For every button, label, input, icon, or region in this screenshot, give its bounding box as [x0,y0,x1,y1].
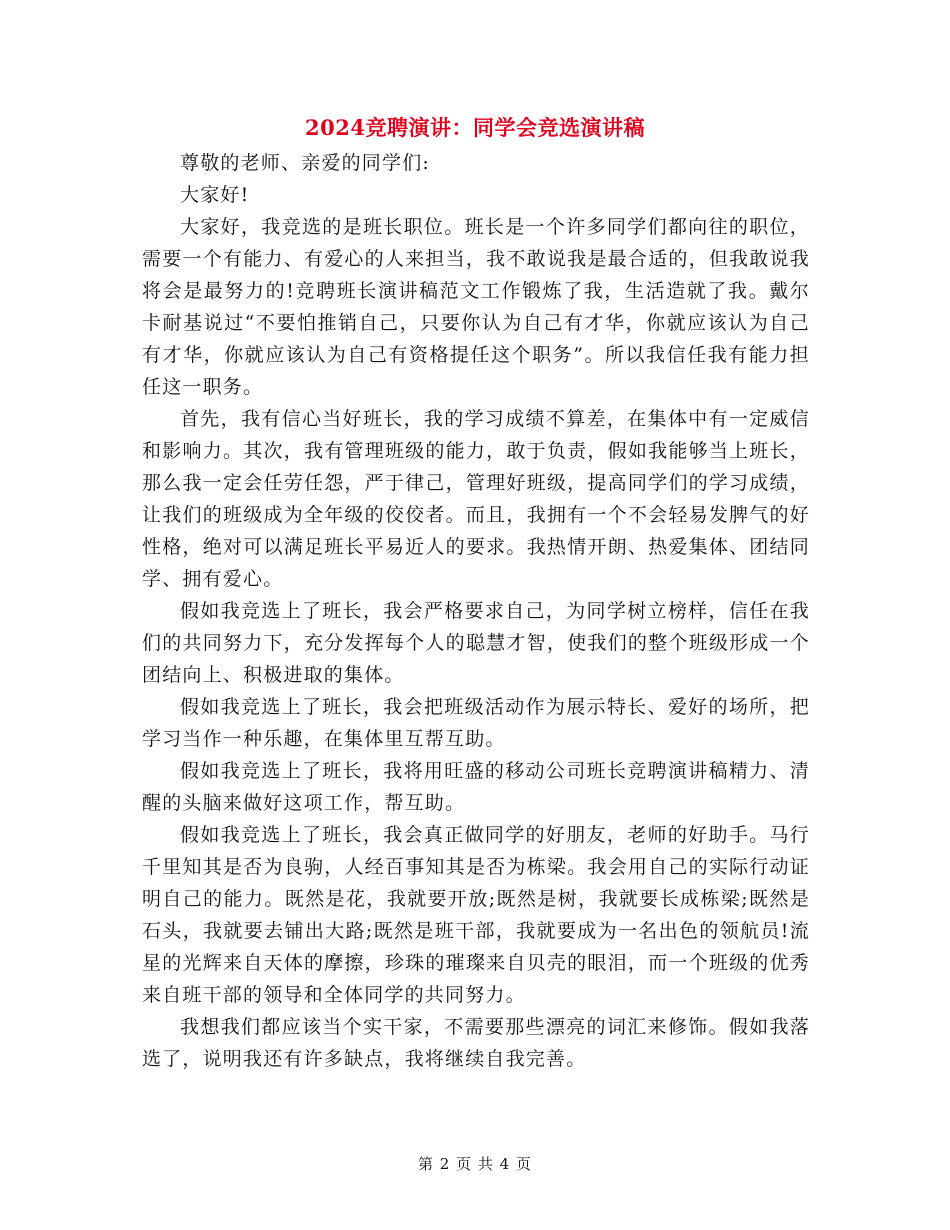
paragraph: 假如我竞选上了班长，我将用旺盛的移动公司班长竞聘演讲稿精力、清醒的头脑来做好这项工作，帮互助。 [142,760,810,814]
paragraph: 假如我竞选上了班长，我会把班级活动作为展示特长、爱好的场所，把学习当作一种乐趣，在集体里互帮互助。 [142,696,810,750]
paragraph: 首先，我有信心当好班长，我的学习成绩不算差，在集体中有一定威信和影响力。其次，我有管理班级的能力，敢于负责，假如我能够当上班长，那么我一定会任劳任怨，严于律己，管理好班级，提高同学们的学习成绩，让我们的班级成为全年级的佼佼者。而且，我拥有一个不会轻易发脾气的好性格，绝对可以满足班长平易近人的要求。我热情开朗、热爱集体、团结同学、拥有爱心。 [142,408,810,590]
paragraph: 我想我们都应该当个实干家，不需要那些漂亮的词汇来修饰。假如我落选了，说明我还有许多缺点，我将继续自我完善。 [142,1016,810,1070]
paragraph: 大家好，我竞选的是班长职位。班长是一个许多同学们都向往的职位，需要一个有能力、有爱心的人来担当，我不敢说我是最合适的，但我敢说我将会是最努力的!竞聘班长演讲稿范文工作锻炼了我，生活造就了我。戴尔卡耐基说过“不要怕推销自己，只要你认为自己有才华，你就应该认为自己有才华，你就应该认为自己有资格提任这个职务”。所以我信任我有能力担任这一职务。 [142,216,810,398]
document-title: 2024竞聘演讲：同学会竞选演讲稿 [305,115,645,140]
document-body [142,147,810,1075]
paragraph: 假如我竞选上了班长，我会严格要求自己，为同学树立榜样，信任在我们的共同努力下，充分发挥每个人的聪慧才智，使我们的整个班级形成一个团结向上、积极进取的集体。 [142,600,810,686]
greeting: 大家好! [180,184,250,206]
page-footer [0,1154,950,1174]
page-number-label: 第 2 页 共 4 页 [418,1155,532,1173]
salutation: 尊敬的老师、亲爱的同学们: [180,152,431,174]
paragraph: 假如我竞选上了班长，我会真正做同学的好朋友，老师的好助手。马行千里知其是否为良驹，人经百事知其是否为栋梁。我会用自己的实际行动证明自己的能力。既然是花，我就要开放;既然是树，我就要长成栋梁;既然是石头，我就要去铺出大路;既然是班干部，我就要成为一名出色的领航员!流星的光辉来自天体的摩擦，珍珠的璀璨来自贝壳的眼泪，而一个班级的优秀来自班干部的领导和全体同学的共同努力。 [142,824,810,1006]
